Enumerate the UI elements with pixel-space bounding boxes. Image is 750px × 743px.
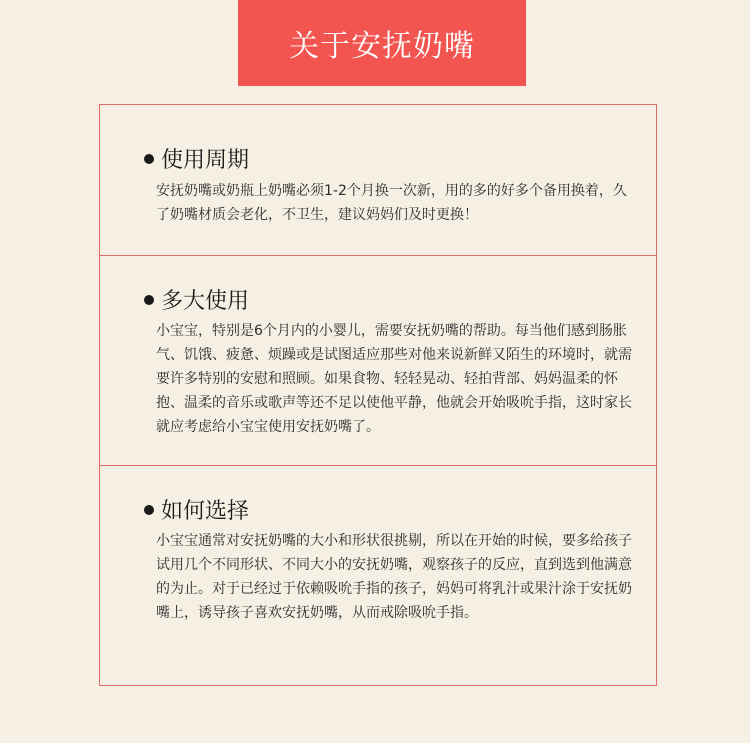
section-heading-text: 如何选择 (161, 499, 250, 524)
header-banner (238, 0, 526, 86)
section-body: 小宝宝，特别是6个月内的小婴儿，需要安抚奶嘴的帮助。每当他们感到肠胀气、饥饿、疲惫、烦躁或是试图适应那些对他来说新鲜又陌生的环境时，就需要许多特别的安慰和照顾。如果食物、轻轻晃动、轻拍背部、妈妈温柔的怀抱、温柔的音乐或歌声等还不足以使他平静，他就会开始吸吮手指，这时家长就应考虑给小宝宝使用安抚奶嘴了。 (156, 323, 632, 435)
section-body: 安抚奶嘴或奶瓶上奶嘴必须1-2个月换一次新，用的多的好多个备用换着，久了奶嘴材质会老化，不卫生，建议妈妈们及时更换！ (156, 183, 627, 223)
section-usage-period (100, 105, 656, 256)
section-how-to-choose (100, 466, 656, 686)
section-heading (144, 284, 249, 315)
bullet-icon (144, 295, 154, 305)
section-body: 小宝宝通常对安抚奶嘴的大小和形状很挑剔，所以在开始的时候，要多给孩子试用几个不同形状、不同大小的安抚奶嘴，观察孩子的反应，直到选到他满意的为止。对于已经过于依赖吸吮手指的孩子，妈妈可将乳汁或果汁涂于安抚奶嘴上，诱导孩子喜欢安抚奶嘴，从而戒除吸吮手指。 (156, 533, 632, 621)
section-heading (144, 494, 249, 525)
section-heading (144, 143, 249, 174)
bullet-icon (144, 154, 154, 164)
info-card (99, 104, 657, 686)
bullet-icon (144, 505, 154, 515)
section-age-of-use (100, 256, 656, 466)
section-heading-text: 多大使用 (161, 289, 250, 314)
page-title: 关于安抚奶嘴 (289, 29, 475, 64)
section-heading-text: 使用周期 (161, 148, 250, 173)
